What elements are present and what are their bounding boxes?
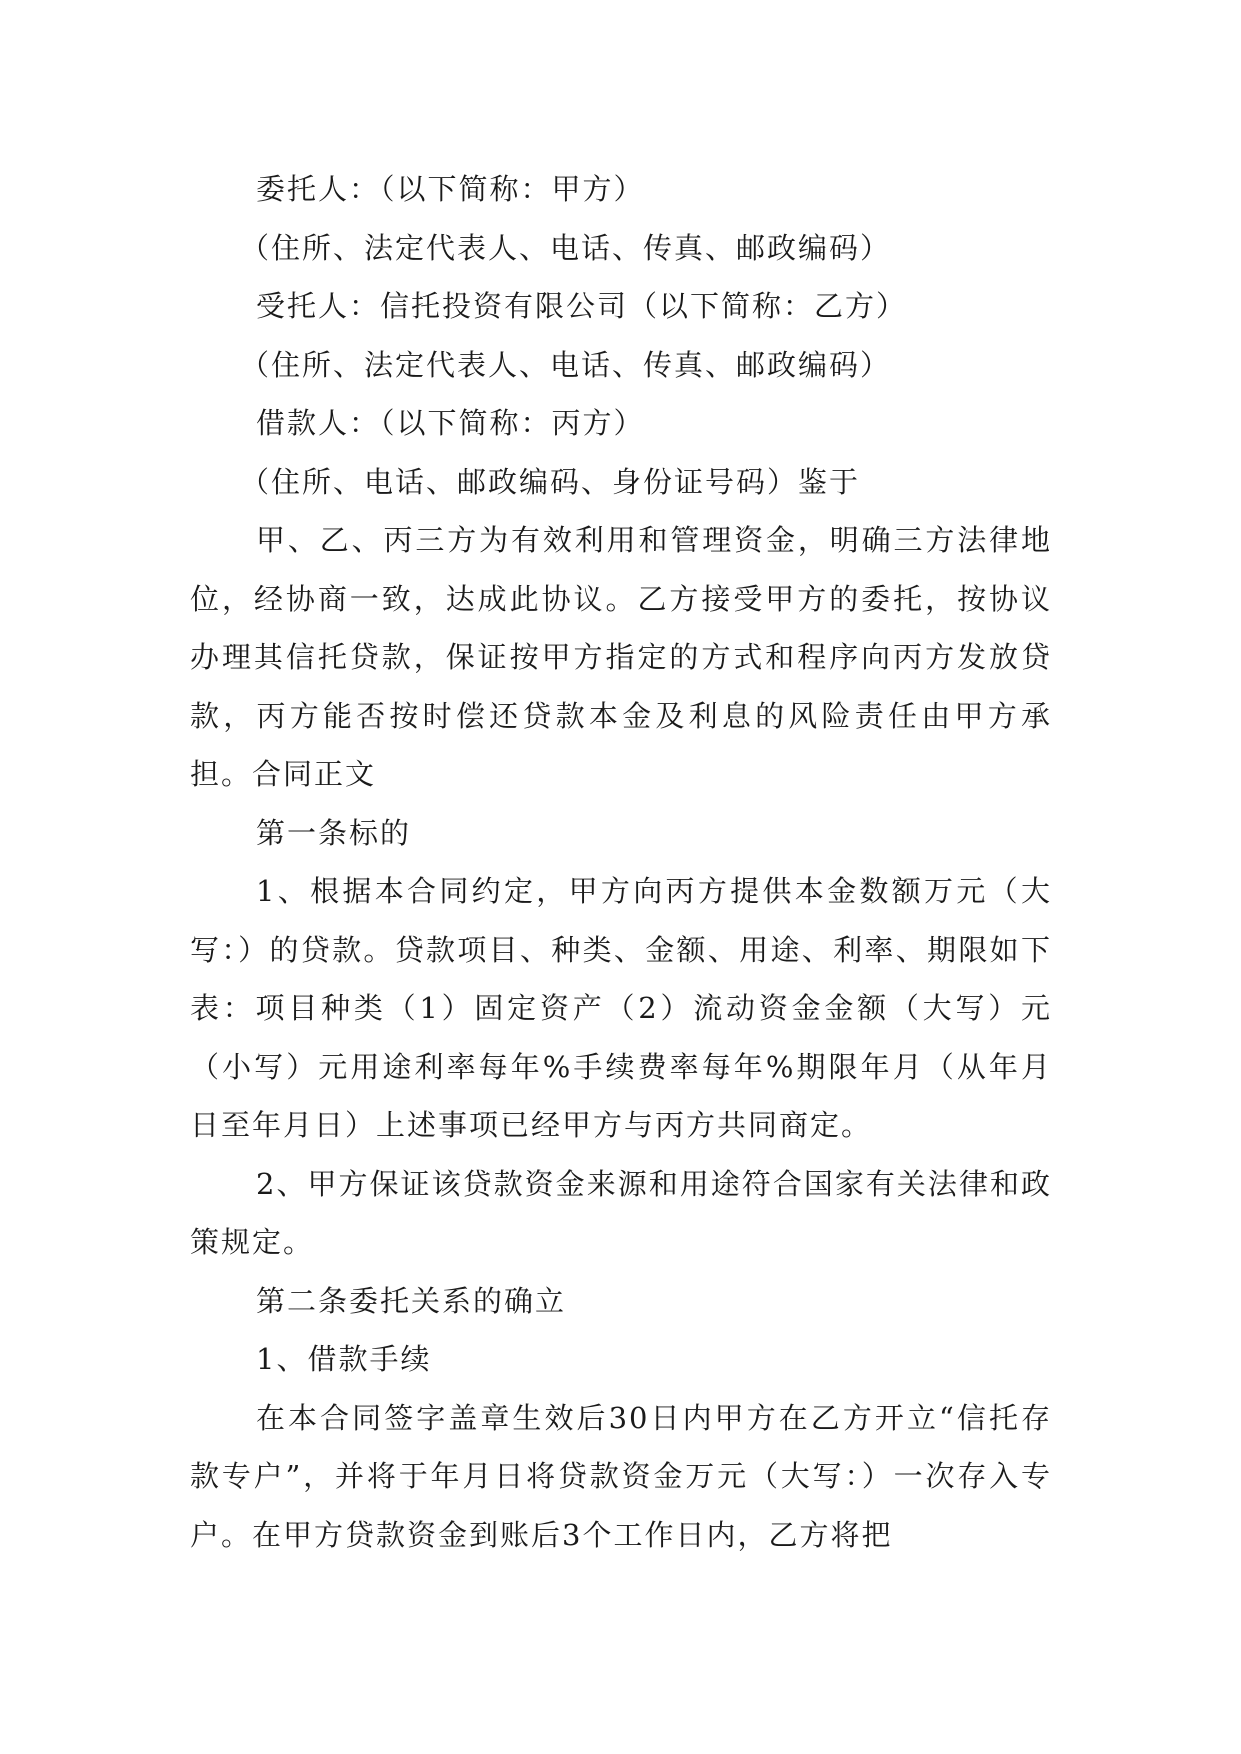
- party-entrustor: 委托人：（以下简称：甲方）: [256, 172, 645, 206]
- article-1-heading: 第一条标的: [256, 815, 412, 850]
- party-trustee-details: （住所、法定代表人、电话、传真、邮政编码）: [240, 347, 892, 382]
- article-1-clause-2: 2、甲方保证该贷款资金来源和用途符合国家有关法律和政策规定。: [190, 1166, 1052, 1259]
- party-trustee: 受托人：信托投资有限公司（以下简称：乙方）: [256, 289, 908, 323]
- document-body: [190, 160, 1052, 1564]
- article-2-heading: 第二条委托关系的确立: [256, 1283, 567, 1318]
- article-2-subheading-1: 1、借款手续: [256, 1342, 432, 1376]
- party-borrower: 借款人：（以下简称：丙方）: [256, 406, 645, 440]
- party-borrower-details: （住所、电话、邮政编码、身份证号码）鉴于: [240, 464, 861, 499]
- party-entrustor-details: （住所、法定代表人、电话、传真、邮政编码）: [240, 230, 892, 265]
- article-2-paragraph-1: 在本合同签字盖章生效后30日内甲方在乙方开立“信托存款专户”，并将于年月日将贷款资金万元（大写：）一次存入专户。在甲方贷款资金到账后3个工作日内，乙方将把: [190, 1400, 1052, 1552]
- article-1-clause-1: 1、根据本合同约定，甲方向丙方提供本金数额万元（大写：）的贷款。贷款项目、种类、金额、用途、利率、期限如下表：项目种类（1）固定资产（2）流动资金金额（大写）元（小写）元用途利率每年%手续费率每年%期限年月（从年月日至年月日）上述事项已经甲方与丙方共同商定。: [190, 874, 1052, 1142]
- preamble-paragraph: 甲、乙、丙三方为有效利用和管理资金，明确三方法律地位，经协商一致，达成此协议。乙方接受甲方的委托，按协议办理其信托贷款，保证按甲方指定的方式和程序向丙方发放贷款，丙方能否按时偿还贷款本金及利息的风险责任由甲方承担。合同正文: [190, 523, 1052, 791]
